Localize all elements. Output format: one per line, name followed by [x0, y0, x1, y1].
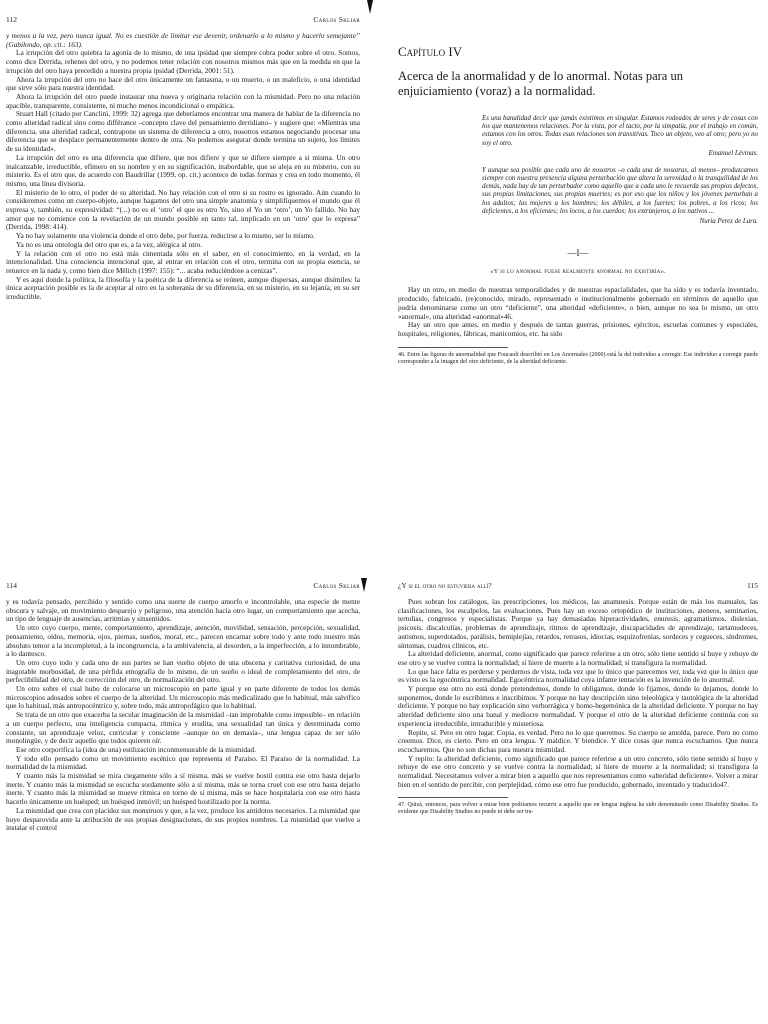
- paragraph: Y repito: la alteridad deficiente, como significado que parece referirse a un otro concreto, sólo tiene sentido sí huye y rehuye de ese otro concreto y se vuelve contra la normalidad; sí hiere de muerte a la normalidad; sí transfigura la normalidad. Necesitamos volver a mirar bien a aquello que nos representamos como «alteridad deficiente». Volver a mirar bien en el sentido de percibir, con perplejidad, cómo ese otro fue producido, gobernado, inventado y traducido47.: [398, 753, 758, 789]
- paragraph: Hay un otro que antes, en medio y después de tantas guerras, prisiones, ejércitos, escuelas comunes y especiales, hospitales, religiones, fábricas, manicomios, etc. ha sido: [398, 320, 758, 338]
- paragraph: Un otro cuyo todo y cada uno de sus partes se han vuelto objeto de una obscena y caritativa curiosidad, de una inagotable morbosidad, de una pérfida etnografía de lo mismo, de un sueño o ideal de completamiento del otro, de perfectibilidad del otro, de corrección del otro, de normalización del otro.: [6, 657, 360, 685]
- paragraph: La alteridad deficiente, anormal, como significado que parece referirse a un otro, sólo tiene sentido sí huye y rehuye de ese otro y se vuelve contra la normalidad; sí hiere de muerte a la normalidad; sí transfigura la normalidad.: [398, 649, 758, 667]
- page-112: [6, 16, 360, 504]
- page-number: 115: [747, 582, 758, 590]
- epigraph-author: Nuria Perez de Lara.: [699, 218, 758, 226]
- paragraph: y menos a la vez, pero nunca igual. No es cuestión de limitar ese devenir, ordenarlo a lo mismo y hacerlo semejante” (Gabilondo, op. cit.: 163).: [6, 31, 360, 49]
- paragraph: Un otro cuyo cuerpo, mente, comportamiento, aprendizaje, atención, movilidad, sensación, percepción, sexualidad, pensamiento, oídos, memoria, ojos, piernas, sueños, moral, etc., parecen encarnar sobre todo y ante todo nuestro más absoluto temor a la incompletud, a la incongruencia, a la ambivalencia, al desorden, a la imperfección, a lo innombrable, a lo dantesco.: [6, 623, 360, 659]
- page-114: [6, 582, 360, 1024]
- running-head: [398, 582, 758, 598]
- paragraph: La irrupción del otro quiebra la agonía de lo mismo, de una ipsidad que siempre cobra poder sobre el otro. Somos, como dice Derrida, rehenes del otro, y no podemos tener relación con nosotros mismos más que en la medida en que la irrupción del otro haya precedido a nuestra propia ipsidad (Derrida, 2001: 51).: [6, 48, 360, 75]
- paragraph: Pues sobran los catálogos, las prescripciones, los médicos, las anamnesis. Porque están de más los manuales, las clasificaciones, los escalpelos, las evaluaciones. Pues hay un exceso ortopédico de instituciones, ateneos, seminarios, tertulias, congresos y especialistas. Porque ya hay demasiadas hiperactividades, enuresis, agramatismos, dislexias, psicosis, discalculias, problemas de aprendizaje, ritmos de aprendizaje, discapacidades de aprendizaje, tartamudeces, autismos, superdotados, parálisis, hemiplejías, retardos, retrasos, idiocias, esquizofrenias, sordeces y cegueces, síndromes, síntomas, cuadros clínicos, etc.: [398, 597, 758, 650]
- chapter-label: Capítulo IV: [398, 44, 463, 59]
- page-number: 112: [6, 16, 17, 24]
- page-115: [398, 582, 758, 1024]
- paragraph: Stuart Hall (citado por Canclini, 1999: 32) agrega que deberíamos encontrar una manera de hablar de la diferencia no como alteridad radical sino como différance –concepto clave del pensamiento derridiano– y sugiere que: «Mientras una diferencia, una alteridad radical, contrapone un sistema de diferencia a otro, nosotros estamos negociando procesar una diferencia que se desplace permanentemente dentro de otra. No podemos asegurar donde termina un sujeto, los límites de su identidad».: [6, 109, 360, 154]
- page-number: 114: [6, 582, 17, 590]
- epigraph-levinas: Es una banalidad decir que jamás existimos en singular. Estamos rodeados de seres y de cosas con los que mantenemos relaciones. Por la vista, por el tacto, por la simpatía, por el trabajo en común, estamos con los otros. Todas esas relaciones son transitivas. Toco un objeto, veo al otro; pero yo no soy el otro.: [482, 114, 758, 147]
- page-113: [398, 16, 758, 516]
- footnote-rule: [398, 797, 508, 798]
- paragraph: Ya no es una ontología del otro que es, a la vez, alérgica al otro.: [16, 239, 203, 249]
- paragraph: Lo que hace falta es perderse y perdernos de vista, toda vez que lo único que parecemos ver, toda vez que lo único que es visto es la egocéntrica normalidad. Egocéntrica normalidad cuya infame tentación es la invención de lo anormal.: [398, 666, 758, 685]
- running-title: ¿Y si el otro no estuviera allí?: [398, 582, 492, 590]
- paragraph: La mismidad que crea con placidez sus monstruos y que, a la vez, produce los antídotos necesarios. La mismidad que huye desparovida ante la atribución de sus propias designaciones, de sus propios nombres. La mismidad que vuelve a instalar el control: [6, 805, 360, 833]
- running-author: Carlos Skliar: [313, 582, 360, 590]
- page-body: [398, 286, 758, 338]
- footnote-rule: [398, 347, 508, 348]
- paragraph: Ahora la irrupción del otro no hace del otro únicamente un fantasma, o un muerto, o un maleficio, o una identidad que sirve sólo para nuestra identidad.: [6, 74, 360, 93]
- paragraph: Ya no hay solamente una violencia donde el otro debe, por fuerza, reducirse a lo mismo, ser lo mismo.: [16, 231, 315, 241]
- section-title: «Y si lo anormal fuese realmente anormal no existiría».: [490, 267, 666, 275]
- paragraph: Repite, sí. Pero en otro lugar. Copia, es verdad. Pero no lo que queremos. Su cuerpo se amolda, parece. Pero no como creemos. Dice, es cierto. Pero en otra lengua. Y maldice. Y biendice. Y dice cosas que nunca escuchamos. Que nunca escucharemos. Que no son dichas para nuestra mismidad.: [398, 727, 758, 754]
- page-body: [398, 598, 758, 789]
- paragraph: Y todo ello pensado como un movimiento escénico que representa el Paraíso. El Paraíso de la normalidad. La normalidad de la mismidad.: [6, 753, 360, 772]
- paragraph: Y cuanto más la mismidad se mira ciegamente sólo a sí misma, más se vuelve hostil contra ese otro hasta dejarlo inerte. Y cuanto más la mismidad se escucha sordamente sólo a sí misma, más se torna cruel con ese otro hasta dejarlo inerte. Y cuanto más la mismidad se mueve rítmica en torno de sí misma, más se hace hospitalaria con ese otro hasta hacerlo únicamente un huésped; un huésped inmóvil; un huésped hostilizado por la norma.: [6, 771, 360, 807]
- binding-mark-top: [367, 0, 373, 14]
- paragraph: Y la relación con el otro no está más cimentada sólo en el saber, en el conocimiento, en la verdad, en la intencionalidad. Una consciencia intencional que, al entrar en relación con el otro, termina con su propia esencia, se retuerce en la nada y, como bien dice Mèlich (1997: 155): “... acaba reduciéndose a cenizas”.: [6, 248, 360, 275]
- running-head: [6, 582, 360, 598]
- section-number: —I—: [567, 248, 589, 259]
- paragraph: Ahora la irrupción del otro puede instaurar una nueva y originaria relación con la mismidad. Pero no una relación apacible, transparente, consistente, ni mucho menos incondicional o empática.: [6, 91, 360, 110]
- paragraph: y es todavía pensado, percibido y sentido como una suerte de cuerpo amorfo e incontrolable, una especie de mente obscura y salvaje, un movimiento desparejo y peligroso, una atención hacia otro lugar, un comportamiento que acecha, un tipo de lenguaje de ausencias, arritmias y sinsentidos.: [6, 597, 360, 624]
- running-author: Carlos Skliar: [313, 16, 360, 24]
- binding-mark-middle: [361, 578, 367, 592]
- paragraph: Y porque ese otro no está donde pretendemos, donde lo obligamos, donde lo fijamos, donde lo dejamos, donde lo suponemos, donde lo escribimos e inscribimos. Y porque no hay descripción sino teleológica y tautológica de la alteridad deficiente. Y porque no hay explicación sino verborrágica y homo-hegemónica de la alteridad deficiente. Y porque no hay alteridad deficiente sino una banal y mediocre normalidad. Y porque el otro de la alteridad deficiente continúa con su experiencia irreductible, intraducible y misteriosa.: [398, 684, 758, 728]
- paragraph: Un otro sobre el cual hubo de colocarse un microscopio en parte igual y en parte diferente de todos los demás microscopios adosados sobre el cuerpo de la alteridad. Un microscopio más medicalizado que lo habitual, más salvífico que lo habitual, más antropocéntrico y, sobre todo, más antropofágico que lo habitual.: [6, 684, 360, 711]
- paragraph: Hay un otro, en medio de nuestras temporalidades y de nuestras espacialidades, que ha sido y es todavía inventado, producido, fabricado, (re)conocido, mirado, representado e institucionalmente gobernado en términos de aquello que podría denominarse como un otro “deficiente”, una alteridad «deficiente», o bien, aunque no sea lo mismo, un otro «anormal», una alteridad «anormal»46.: [398, 285, 758, 321]
- page-body: [6, 598, 360, 833]
- paragraph: Y es aquí donde la política, la filosofía y la poética de la diferencia se reúnen, aunque dispersas, aunque disímiles: la única aceptación posible es la de aceptar al otro en la soberanía de su diferencia, en su misterio, en su lejanía, en su ser irreductible.: [6, 274, 360, 302]
- running-head: [6, 16, 360, 32]
- epigraph-perez-de-lara: Y aunque sea posible que cada uno de nosotros –o cada una de nosotras, al menos– produzcamos siempre con nuestra presencia alguna perturbación que altera la serenidad o la tranquilidad de los demás, nada hay de tan perturbador como aquello que a cada uno le recuerda sus propios defectos, sus propias limitaciones, sus propias muertes; es por eso que los niños y los jóvenes perturban a los adultos; las mujeres a los hombres; los débiles, a los fuertes; los pobres, a los ricos; los deficientes, a los eficientes; los locos, a los cuerdos; los extranjeros, a los nativos ...: [482, 166, 758, 216]
- page-body: [6, 32, 360, 302]
- paragraph: El misterio de lo otro, el poder de su alteridad. No hay relación con el otro si su rostro es ignorado. Aún cuando lo consideremos como un cuerpo-objeto, aunque hagamos del otro una simple anatomía y simplifiquemos el mundo que él expresa y, también, su expresividad: “(...) no es el ‘otro’ el que es otro Yo, sino el Yo un ‘otro’, un Yo fallido. No hay amor que no comience con la revelación de un mundo posible en tanto tal, implicado en un ‘otro’ que lo expresa” (Derrida, 1998: 414).: [6, 187, 360, 232]
- footnote: 47. Quizá, entonces, para volver a mirar bien podríamos recurrir a aquello que en lengua inglesa ha sido denominado como Disability Studies. Es evidente que Disability Studies no puede ni debe ser tra-: [398, 802, 758, 816]
- paragraph: Se trata de un otro que exacerba la secular imaginación de la mismidad –tan improbable como imposible– en relación a un cuerpo perfecto, una inteligencia compacta, rítmica y erudita, una sexualidad tan única y determinada como constante, un aprendizaje veloz, curricular y consciente –aunque no en demasía–, una lengua capaz de ser sólo monolingüe, y de decir aquello que todos quieren oír.: [6, 710, 360, 746]
- paragraph: La irrupción del otro es una diferencia que difiere, que nos difiere y que se difiere siempre a sí misma. Un otro inalcanzable, irreductible, efímero en su nombre y en su significación, inabordable, que se aleja en su misterio, con su misterio. Es el otro que, de acuerdo con Baudrillar (1999, op. cit.) acontece de todas formas y crea en todo momento, él mismo, una línea divisoria.: [6, 152, 360, 188]
- paragraph: Ese otro corporifica la (idea de una) estilización inconmensurable de la mismidad.: [16, 744, 256, 754]
- footnote: 46. Entre las figuras de anormalidad que Foucault describió en Los Anormales (2000) está la del individuo a corregir. Ese individuo a corregir puede corresponder a la imagen del otro deficiente, de la alteridad deficiente.: [398, 351, 758, 365]
- chapter-title: Acerca de la anormalidad y de lo anormal. Notas para un enjuiciamiento (voraz) a la normalidad.: [398, 68, 683, 98]
- epigraph-author: Emanuel Lévinas.: [708, 149, 758, 157]
